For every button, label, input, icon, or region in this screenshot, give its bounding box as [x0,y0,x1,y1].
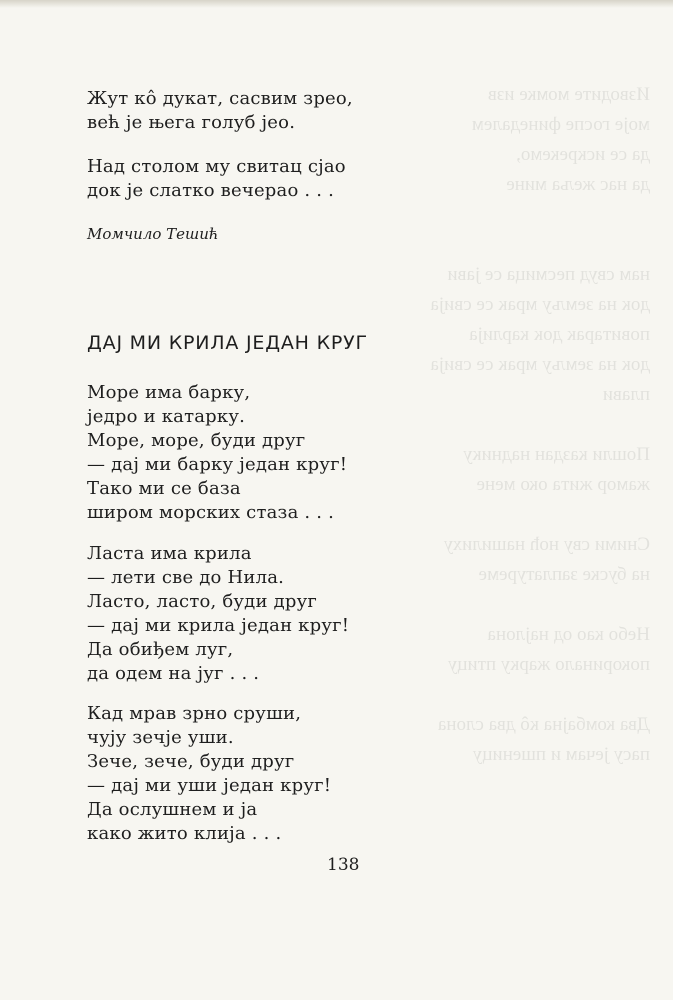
poem-line: Да ослушнем и ја [87,799,258,820]
poem-line: Жут кô дукат, сасвим зрео, [87,88,353,109]
poem-line: — дај ми уши један круг! [87,775,332,796]
poem-author: Момчило Тешић [87,225,219,243]
poem-line: Ласто, ласто, буди друг [87,591,318,612]
poem-line: Тако ми се база [87,478,241,499]
poem-line: — дај ми барку један круг! [87,454,348,475]
poem-line: већ је њега голуб јео. [87,112,296,133]
poem-line: Море, море, буди друг [87,430,306,451]
poem-line: широм морских стаза . . . [87,502,335,523]
poem-line: Над столом му свитац сјао [87,156,346,177]
page-edge-shadow [0,0,673,8]
poem-line: како жито клија . . . [87,823,282,844]
poem-line: док је слатко вечерао . . . [87,180,335,201]
poem-title: ДАЈ МИ КРИЛА ЈЕДАН КРУГ [87,332,368,354]
poem-line: Море има барку, [87,382,251,403]
poem-line: Ласта има крила [87,543,252,564]
page-number: 138 [327,855,360,875]
poem-line: једро и катарку. [87,406,246,427]
show-through-text: Изводите момке изв моје госпе финедалем да се искрекемо, да нас жеља мине нам свуд песмица се јави док на земљу мрак се свија повитарак док карлија док на земљу мрак се свија плави Пошли каздан наднику жамор жита око мене Сними сву ноћ нашилиху на буске заплатуреме Небо као од најлона покоринало жарку птицу Два комбајна кô два слона пасу јечам и пшеницу [430,84,650,765]
poem-line: чују зечје уши. [87,727,234,748]
poem-line: Зече, зече, буди друг [87,751,295,772]
poem-line: Кад мрав зрно сруши, [87,703,302,724]
poem-line: — дај ми крила један круг! [87,615,350,636]
poem-line: да одем на југ . . . [87,663,260,684]
poem-line: Да обиђем луг, [87,639,234,660]
poem-line: — лети све до Нила. [87,567,285,588]
